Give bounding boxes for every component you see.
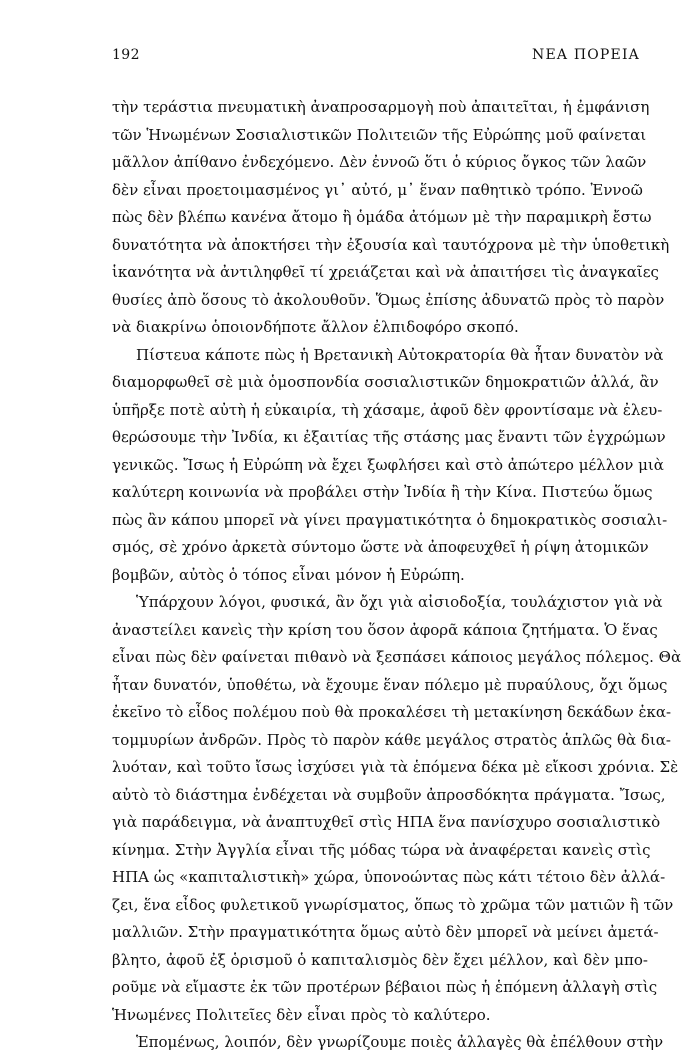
text-line: πὼς δὲν βλέπω κανένα ἄτομο ἢ ὁμάδα ἀτόμων μὲ τὴν παραμικρὴ ἔστω (112, 208, 652, 226)
text-line: Ὑπάρχουν λόγοι, φυσικά, ἂν ὄχι γιὰ αἰσιοδοξία, τουλάχιστον γιὰ νὰ (136, 593, 663, 611)
paragraph (112, 94, 670, 342)
text-line: δυνατότητα νὰ ἀποκτήσει τὴν ἐξουσία καὶ ταυτόχρονα μὲ τὴν ὑποθετικὴ (112, 235, 670, 254)
text-line: μαλλιῶν. Στὴν πραγματικότητα ὅμως αὐτὸ δὲν μπορεῖ νὰ μείνει ἀμετά- (112, 923, 659, 941)
text-line: γιὰ παράδειγμα, νὰ ἀναπτυχθεῖ στὶς ΗΠΑ ἕνα πανίσχυρο σοσιαλιστικὸ (112, 813, 661, 831)
text-line: ὑπῆρξε ποτὲ αὐτὴ ἡ εὐκαιρία, τὴ χάσαμε, ἀφοῦ δὲν φροντίσαμε νὰ ἐλευ- (112, 400, 663, 419)
text-line: θερώσουμε τὴν Ἰνδία, κι ἐξαιτίας τῆς στάσης μας ἔναντι τῶν ἐγχρώμων (112, 428, 666, 446)
text-line: βλητο, ἀφοῦ ἐξ ὁρισμοῦ ὁ καπιταλισμὸς δὲν ἔχει μέλλον, καὶ δὲν μπο- (112, 950, 648, 969)
text-line: ζει, ἕνα εἶδος φυλετικοῦ γνωρίσματος, ὅπως τὸ χρῶμα τῶν ματιῶν ἢ τῶν (112, 895, 674, 914)
text-line: λυόταν, καὶ τοῦτο ἴσως ἰσχύσει γιὰ τὰ ἑπόμενα δέκα μὲ εἴκοσι χρόνια. Σὲ (112, 758, 679, 776)
text-line: καλύτερη κοινωνία νὰ προβάλει στὴν Ἰνδία ἢ τὴν Κίνα. Πιστεύω ὅμως (112, 483, 653, 501)
body-text (112, 94, 682, 1057)
paragraph (112, 589, 682, 1029)
text-line: ΗΠΑ ὡς «καπιταλιστικὴ» χώρα, ὑπονοώντας πὼς κάτι τέτοιο δὲν ἀλλά- (112, 868, 666, 886)
text-line: τομμυρίων ἀνδρῶν. Πρὸς τὸ παρὸν κάθε μεγάλος στρατὸς ἁπλῶς θὰ δια- (112, 730, 671, 749)
running-header (112, 47, 640, 67)
text-line: Ἑπομένως, λοιπόν, δὲν γνωρίζουμε ποιὲς ἀλλαγὲς θὰ ἐπέλθουν στὴν (136, 1033, 664, 1051)
text-line: ἀναστείλει κανεὶς τὴν κρίση του ὅσον ἀφορᾶ κάποια ζητήματα. Ὁ ἕνας (112, 620, 658, 639)
text-line: τῶν Ἡνωμένων Σοσιαλιστικῶν Πολιτειῶν τῆς Εὐρώπης μοῦ φαίνεται (112, 125, 647, 144)
text-line: νὰ διακρίνω ὁποιονδήποτε ἄλλον ἐλπιδοφόρο σκοπό. (112, 318, 519, 336)
text-line: εἶναι πὼς δὲν φαίνεται πιθανὸ νὰ ξεσπάσει κάποιος μεγάλος πόλεμος. Θὰ (112, 648, 682, 666)
text-line: τὴν τεράστια πνευματικὴ ἀναπροσαρμογὴ ποὺ ἀπαιτεῖται, ἡ ἐμφάνιση (112, 98, 650, 116)
text-line: διαμορφωθεῖ σὲ μιὰ ὁμοσπονδία σοσιαλιστικῶν δημοκρατιῶν ἀλλά, ἂν (112, 373, 659, 391)
page-number: 192 (112, 47, 140, 63)
text-line: ἦταν δυνατόν, ὑποθέτω, νὰ ἔχουμε ἕναν πόλεμο μὲ πυραύλους, ὄχι ὅμως (112, 675, 668, 694)
text-line: θυσίες ἀπὸ ὅσους τὸ ἀκολουθοῦν. Ὅμως ἐπίσης ἀδυνατῶ πρὸς τὸ παρὸν (112, 290, 665, 309)
text-line: πὼς ἂν κάπου μπορεῖ νὰ γίνει πραγματικότητα ὁ δημοκρατικὸς σοσιαλι- (112, 510, 668, 529)
text-line: ροῦμε νὰ εἴμαστε ἐκ τῶν προτέρων βέβαιοι πὼς ἡ ἑπόμενη ἀλλαγὴ στὶς (112, 978, 658, 996)
text-line: ἱκανότητα νὰ ἀντιληφθεῖ τί χρειάζεται καὶ νὰ ἀπαιτήσει τὶς ἀναγκαῖες (112, 263, 659, 281)
text-line: βομβῶν, αὐτὸς ὁ τόπος εἶναι μόνον ἡ Εὐρώπη. (112, 565, 465, 584)
text-line: κίνημα. Στὴν Ἀγγλία εἶναι τῆς μόδας τώρα νὰ ἀναφέρεται κανεὶς στὶς (112, 840, 651, 859)
text-line: μᾶλλον ἀπίθανο ἐνδεχόμενο. Δὲν ἐννοῶ ὅτι ὁ κύριος ὄγκος τῶν λαῶν (112, 153, 647, 171)
text-line: αὐτὸ τὸ διάστημα ἐνδέχεται νὰ συμβοῦν ἀπροσδόκητα πράγματα. Ἴσως, (112, 785, 666, 804)
text-line: σμός, σὲ χρόνο ἀρκετὰ σύντομο ὥστε νὰ ἀποφευχθεῖ ἡ ρίψη ἀτομικῶν (112, 538, 649, 556)
paragraph (112, 1029, 664, 1057)
text-line: Ἡνωμένες Πολιτεῖες δὲν εἶναι πρὸς τὸ καλύτερο. (112, 1005, 491, 1024)
text-line: ἐκεῖνο τὸ εἶδος πολέμου ποὺ θὰ προκαλέσει τὴ μετακίνηση δεκάδων ἑκα- (112, 703, 672, 721)
text-line: Πίστευα κάποτε πὼς ἡ Βρετανικὴ Αὐτοκρατορία θὰ ἦταν δυνατὸν νὰ (136, 345, 664, 364)
paragraph (112, 342, 668, 590)
text-line: δὲν εἶναι προετοιμασμένος γι᾿ αὐτό, μ᾿ ἕναν παθητικὸ τρόπο. Ἐννοῶ (112, 180, 643, 199)
running-title: ΝΕΑ ΠΟΡΕΙΑ (532, 47, 640, 63)
text-line: γενικῶς. Ἴσως ἡ Εὐρώπη νὰ ἔχει ξωφλήσει καὶ στὸ ἀπώτερο μέλλον μιὰ (112, 455, 664, 474)
